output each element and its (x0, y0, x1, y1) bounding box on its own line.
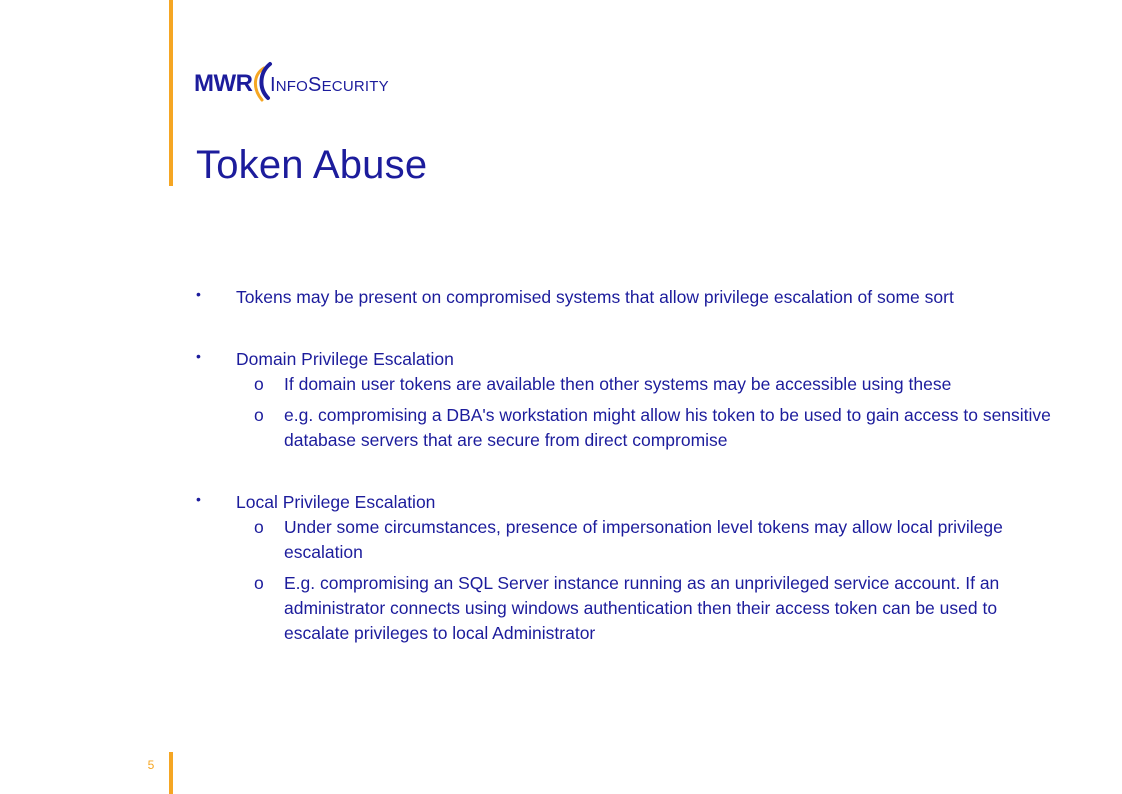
slide-title: Token Abuse (196, 143, 428, 187)
bullet-item (196, 347, 1056, 372)
page-number: 5 (147, 758, 155, 772)
svg-text:MWR: MWR (194, 70, 253, 97)
sub-item (196, 571, 1056, 646)
slide-content (196, 285, 1056, 646)
bullet-item (196, 490, 1056, 515)
accent-bar-bottom (169, 752, 173, 794)
bullet-marker: • (196, 348, 201, 364)
sub-marker: o (254, 405, 264, 425)
company-logo (194, 58, 424, 108)
svg-text:INFOSECURITY: INFOSECURITY (270, 74, 389, 96)
accent-bar-top (169, 0, 173, 186)
sub-text: e.g. compromising a DBA's workstation might allow his token to be used to gain access to sensitive database servers that are secure from direct compromise (284, 405, 1051, 450)
sub-text: If domain user tokens are available then other systems may be accessible using these (284, 374, 952, 394)
sub-item (196, 515, 1056, 565)
sub-text: E.g. compromising an SQL Server instance running as an unprivileged service account. If an administrator connects using windows authentication then their access token can be used to escalate privileges to local Administrator (284, 573, 1000, 643)
bullet-text: Domain Privilege Escalation (236, 349, 454, 369)
sub-item (196, 403, 1056, 453)
sub-marker: o (254, 517, 264, 537)
bullet-marker: • (196, 491, 201, 507)
bullet-text: Local Privilege Escalation (236, 492, 436, 512)
bullet-marker: • (196, 286, 201, 302)
sub-item (196, 372, 1056, 397)
sub-marker: o (254, 573, 264, 593)
sub-text: Under some circumstances, presence of impersonation level tokens may allow local privilege escalation (284, 517, 1003, 562)
bullet-item (196, 285, 1056, 310)
bullet-text: Tokens may be present on compromised systems that allow privilege escalation of some sort (236, 287, 954, 307)
sub-marker: o (254, 374, 264, 394)
